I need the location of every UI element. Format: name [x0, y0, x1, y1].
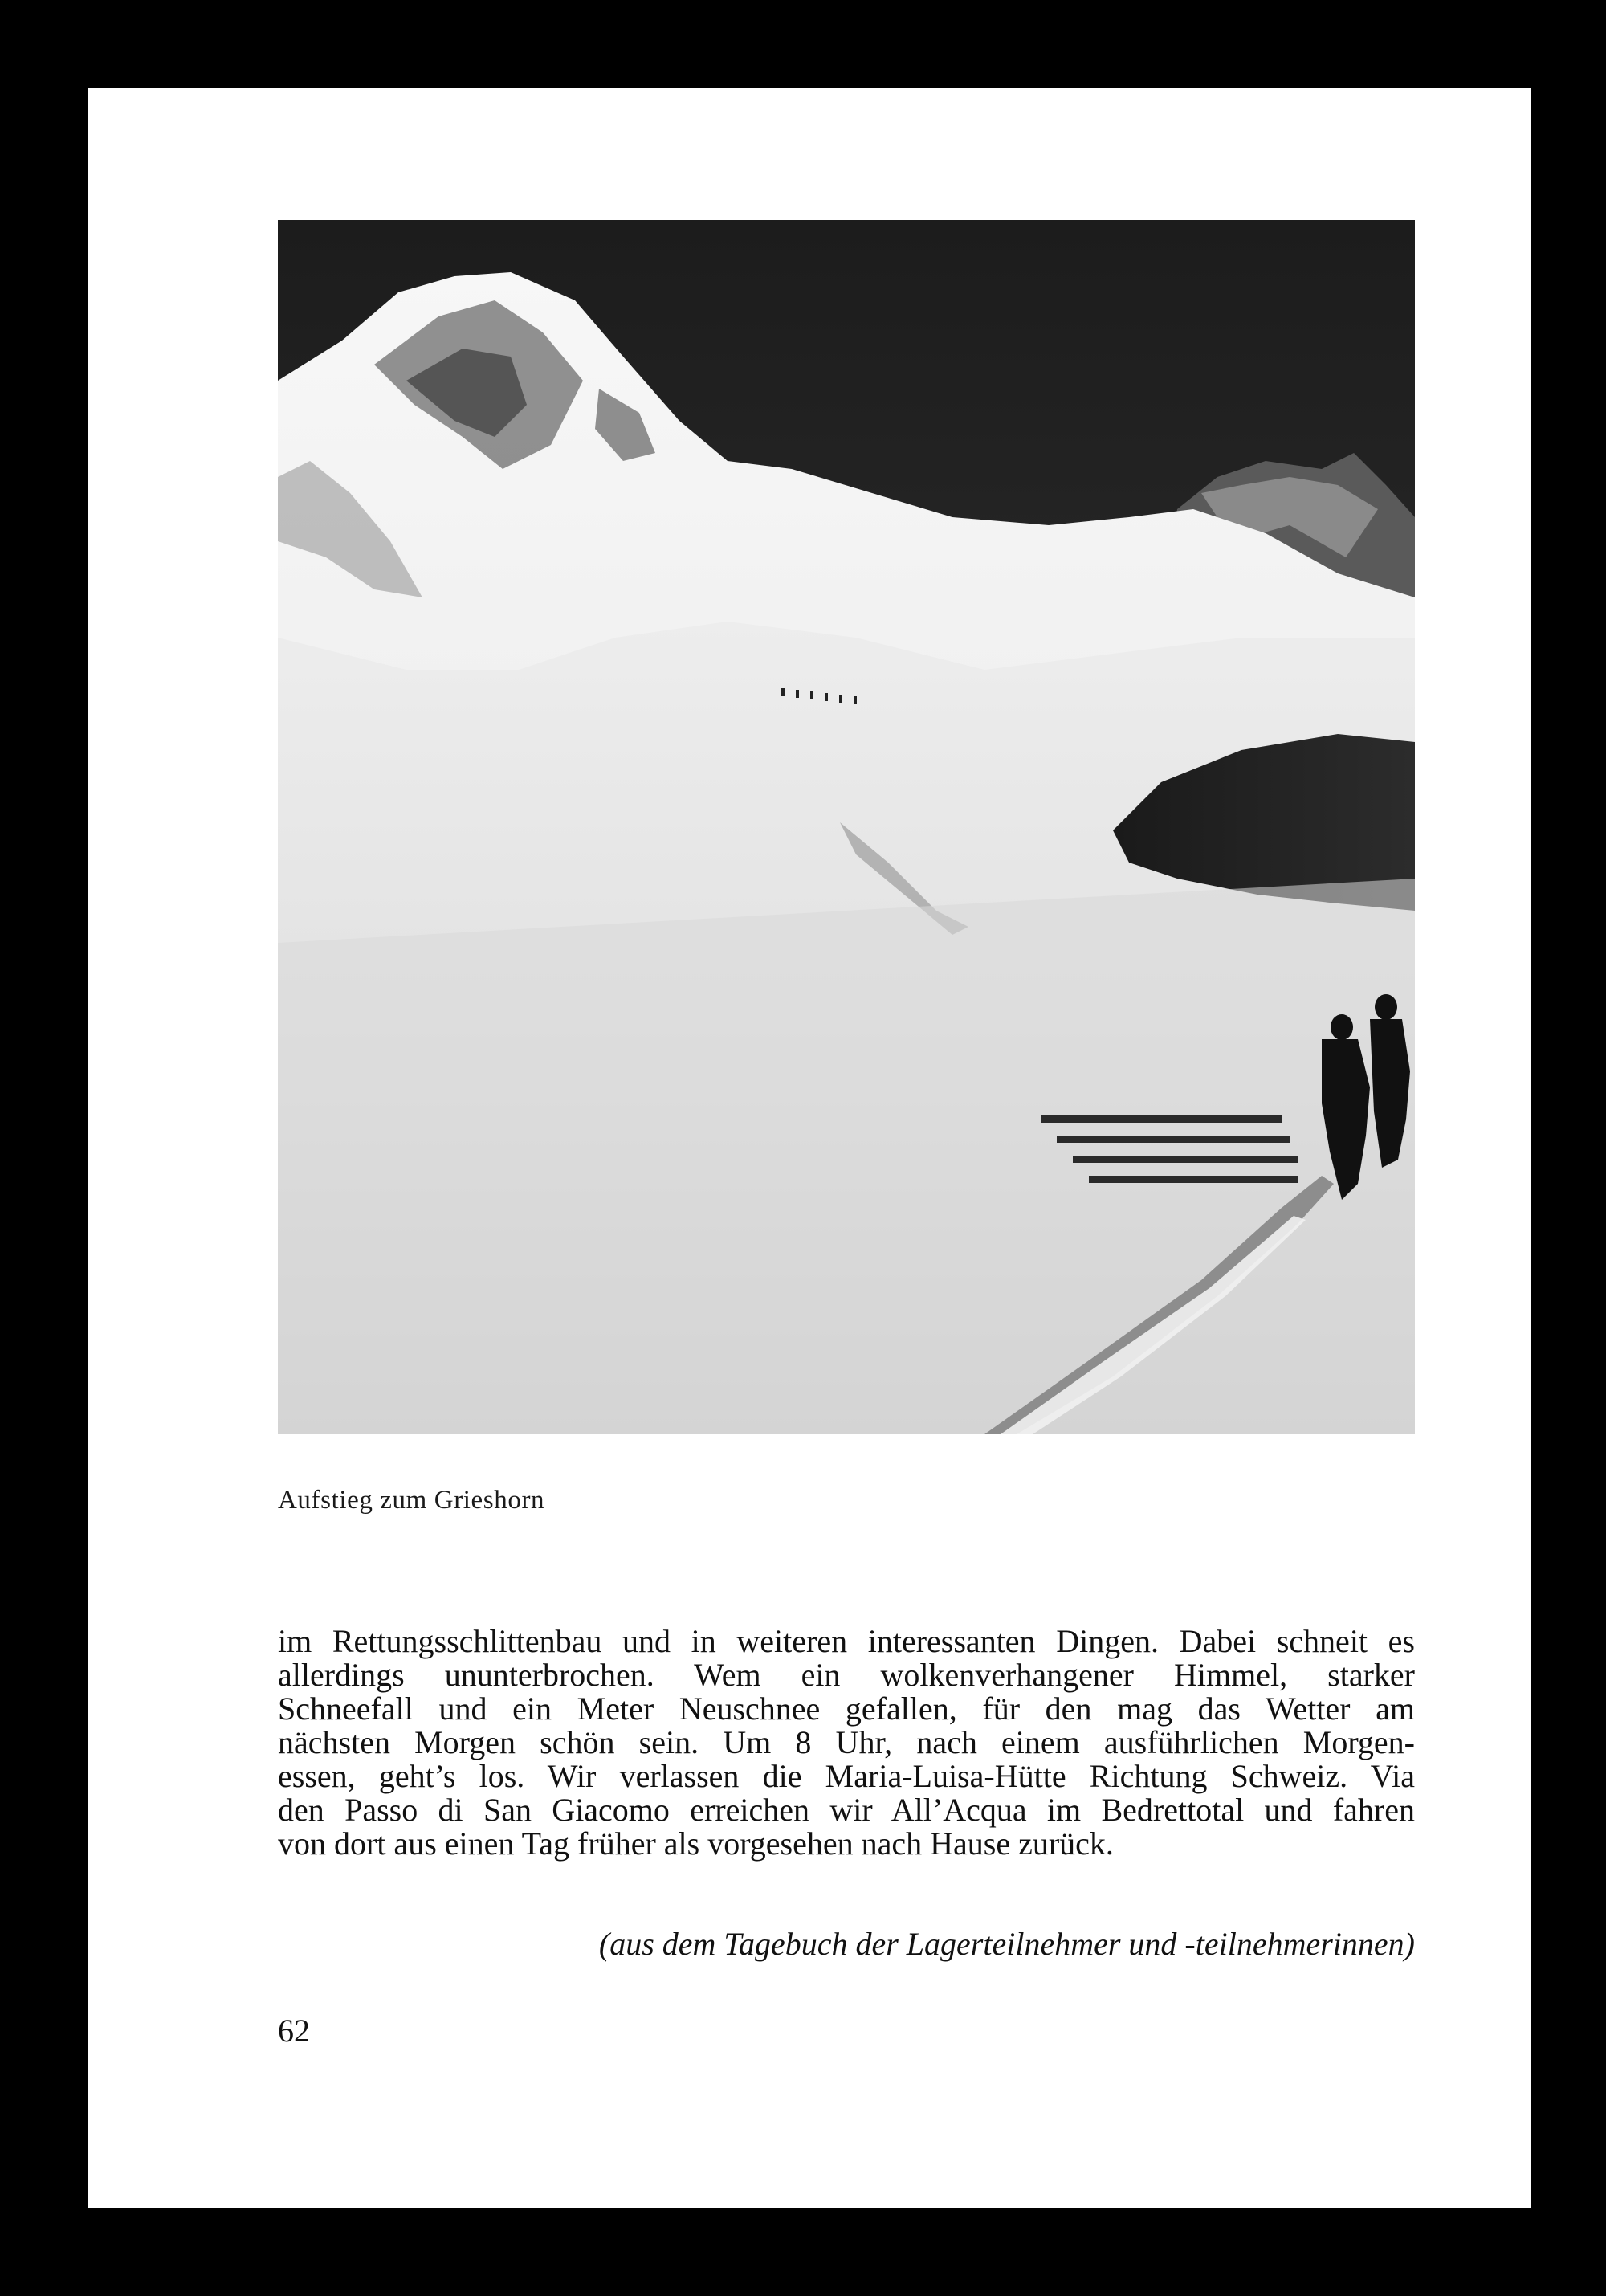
- document-page: [88, 88, 1531, 2208]
- page-number: 62: [278, 2013, 310, 2049]
- body-line: essen, geht’s los. Wir verlassen die Maria-Luisa-Hütte Richtung Schweiz. Via: [278, 1758, 1415, 1794]
- source-attribution: (aus dem Tagebuch der Lagerteilnehmer und -teilnehmerinnen): [598, 1926, 1415, 1962]
- photo-caption: Aufstieg zum Grieshorn: [278, 1486, 545, 1515]
- body-line: im Rettungsschlittenbau und in weiteren interessanten Dingen. Dabei schneit es: [278, 1623, 1415, 1659]
- body-line: von dort aus einen Tag früher als vorgesehen nach Hause zurück.: [278, 1825, 1114, 1862]
- body-line: den Passo di San Giacomo erreichen wir All’Acqua im Bedrettotal und fahren: [278, 1792, 1415, 1828]
- body-paragraph: [278, 1625, 1415, 1861]
- mountain-photo-icon: [278, 220, 1415, 1434]
- body-line: nächsten Morgen schön sein. Um 8 Uhr, nach einem ausführlichen Morgen-: [278, 1724, 1415, 1760]
- body-line: Schneefall und ein Meter Neuschnee gefallen, für den mag das Wetter am: [278, 1690, 1415, 1727]
- body-line: allerdings ununterbrochen. Wem ein wolkenverhangener Himmel, starker: [278, 1657, 1415, 1693]
- mountain-photo: [278, 220, 1415, 1434]
